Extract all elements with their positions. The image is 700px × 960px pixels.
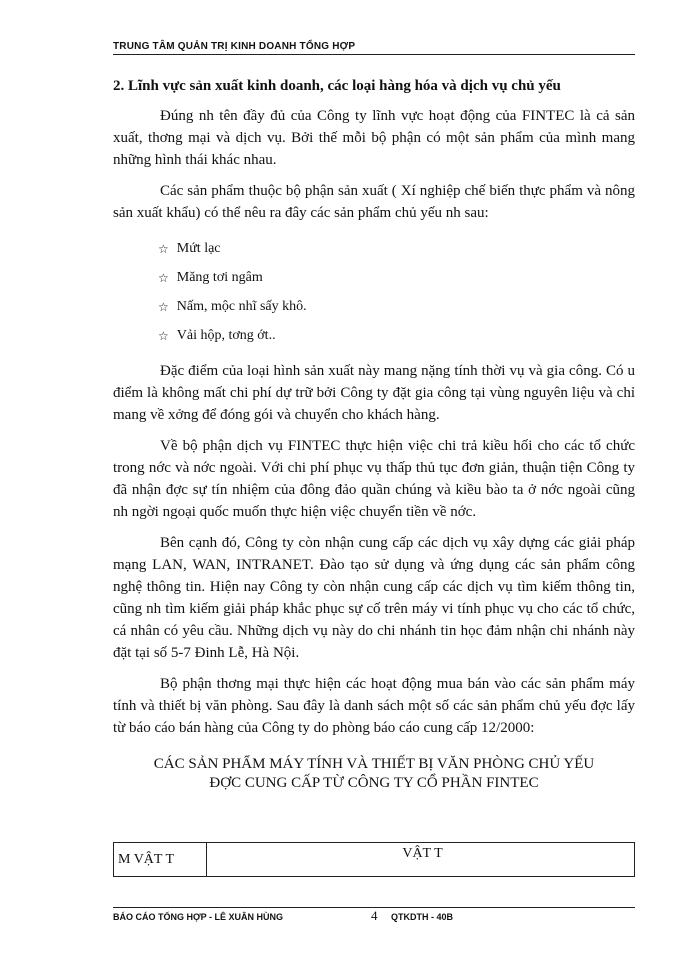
list-item-label: Nấm, mộc nhĩ sấy khô. xyxy=(176,298,307,314)
paragraph: Về bộ phận dịch vụ FINTEC thực hiện việc chi trả kiều hối cho các tổ chức trong nớc và nớc ngoài. Với chi phí phục vụ thấp thủ tục đơn giản, thuận tiện Công ty đã nhận đợc sự tín nhiệm của đông đảo quần chúng và kiều bào ta ở nớc ngoài cũng nh ngời ngoại quốc muốn thực hiện việc chuyển tiền về nớc. xyxy=(113,438,635,520)
table-title-line: ĐỢC CUNG CẤP TỪ CÔNG TY CỔ PHẦN FINTEC xyxy=(209,775,539,791)
table-title xyxy=(113,755,635,793)
list-item xyxy=(158,321,635,350)
list-item-label: Vải hộp, tơng ớt.. xyxy=(176,327,276,343)
table-title-line: CÁC SẢN PHẨM MÁY TÍNH VÀ THIẾT BỊ VĂN PHÒNG CHỦ YẾU xyxy=(153,756,595,772)
page-number: 4 xyxy=(371,908,378,923)
section-heading: 2. Lĩnh vực sản xuất kinh doanh, các loại hàng hóa và dịch vụ chủ yếu xyxy=(113,78,561,94)
paragraph: Các sản phẩm thuộc bộ phận sản xuất ( Xí nghiệp chế biến thực phẩm và nông sản xuất khẩu) có thể nêu ra đây các sản phẩm chủ yếu nh sau: xyxy=(113,183,635,221)
paragraph: Bộ phận thơng mại thực hiện các hoạt động mua bán vào các sản phẩm máy tính và thiết bị văn phòng. Sau đây là danh sách một số các sản phẩm chủ yếu đợc lấy từ báo cáo bán hàng của Công ty do phòng báo cáo cung cấp 12/2000: xyxy=(113,676,635,736)
star-outline-icon: ☆ xyxy=(158,270,169,285)
table-header-cell: M VẬT T xyxy=(114,843,207,877)
star-outline-icon: ☆ xyxy=(158,328,169,343)
star-outline-icon: ☆ xyxy=(158,241,169,256)
paragraph: Bên cạnh đó, Công ty còn nhận cung cấp các dịch vụ xây dựng các giải pháp mạng LAN, WAN, INTRANET. Đào tạo sử dụng và ứng dụng các sản phẩm công nghệ thông tin. Hiện nay Công ty còn nhận cung cấp các dịch vụ tìm kiếm thông tin, cũng nh tìm kiếm giải pháp khắc phục sự cố trên máy vi tính phục vụ cho các tổ chức, cá nhân có yêu cầu. Những dịch vụ này do chi nhánh tin học đảm nhận chi nhánh này đặt tại số 5-7 Đinh Lễ, Hà Nội. xyxy=(113,535,635,661)
table-header-cell: VẬT T xyxy=(207,843,635,877)
footer-right: QTKDTH - 40B xyxy=(391,912,454,922)
product-table xyxy=(113,842,635,877)
paragraph: Đặc điểm của loại hình sản xuất này mang nặng tính thời vụ và gia công. Có u điểm là không mất chi phí dự trữ bởi Công ty đặt gia công tại vùng nguyên liệu và chỉ mang về xởng để đóng gói và chuyển cho khách hàng. xyxy=(113,363,635,423)
document-body xyxy=(113,78,635,793)
running-footer xyxy=(113,907,635,922)
list-item xyxy=(158,234,635,263)
list-item xyxy=(158,263,635,292)
list-item-label: Măng tơi ngâm xyxy=(176,269,263,285)
list-item xyxy=(158,292,635,321)
paragraph: Đúng nh tên đầy đủ của Công ty lĩnh vực hoạt động của FINTEC là cả sản xuất, thơng mại và dịch vụ. Bởi thế mỗi bộ phận có một sản phẩm của mình mang những hình thái khác nhau. xyxy=(113,108,635,168)
table-row xyxy=(114,843,635,877)
footer-left: BÁO CÁO TỔNG HỢP - LÊ XUÂN HÙNG xyxy=(113,912,284,922)
star-outline-icon: ☆ xyxy=(158,299,169,314)
list-item-label: Mứt lạc xyxy=(176,240,221,256)
running-header: TRUNG TÂM QUẢN TRỊ KINH DOANH TỔNG HỢP xyxy=(113,41,635,55)
product-list xyxy=(113,234,635,350)
